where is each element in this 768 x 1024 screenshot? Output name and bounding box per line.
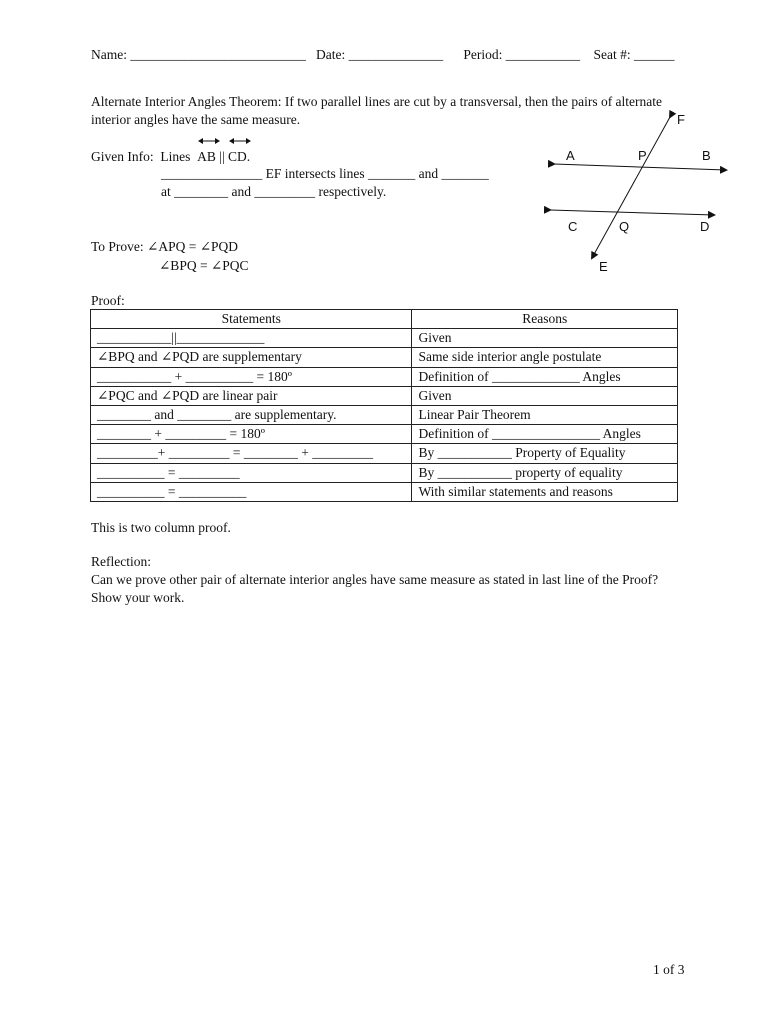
statement-cell[interactable]: _________+ _________ = ________ + _________ <box>91 444 412 463</box>
statement-cell[interactable]: __________ = _________ <box>91 463 412 482</box>
reason-cell[interactable]: Same side interior angle postulate <box>412 348 678 367</box>
page-number: 1 of 3 <box>653 962 685 977</box>
label-q: Q <box>619 219 630 234</box>
table-row <box>91 425 678 444</box>
theorem-statement: Alternate Interior Angles Theorem: If two parallel lines are cut by a transversal, then the pairs of alternate interior angles have the same measure. <box>91 94 663 127</box>
table-row <box>91 444 678 463</box>
statement-cell[interactable]: __________ = __________ <box>91 482 412 501</box>
line-cd-drawing <box>550 210 714 215</box>
label-e: E <box>599 259 608 274</box>
double-arrow-icon <box>228 136 252 146</box>
line-cd: CD <box>228 148 247 166</box>
label-p: P <box>638 148 647 163</box>
to-prove-line-2: ∠BPQ = ∠PQC <box>159 258 249 273</box>
reason-cell[interactable]: By ___________ Property of Equality <box>412 444 678 463</box>
reason-cell[interactable]: Given <box>412 329 678 348</box>
note-text: This is two column proof. <box>91 520 231 535</box>
label-c: C <box>568 219 578 234</box>
header-statements: Statements <box>91 310 412 329</box>
statement-cell[interactable]: ∠BPQ and ∠PQD are supplementary <box>91 348 412 367</box>
label-d: D <box>700 219 710 234</box>
given-line-3: at ________ and _________ respectively. <box>161 184 387 199</box>
table-row <box>91 405 678 424</box>
table-row <box>91 463 678 482</box>
table-row <box>91 367 678 386</box>
reason-cell[interactable]: With similar statements and reasons <box>412 482 678 501</box>
line-ab-drawing <box>554 164 726 170</box>
reflection-question: Can we prove other pair of alternate interior angles have same measure as stated in last line of the Proof? Show your work. <box>91 572 659 605</box>
line-ab: AB <box>197 148 216 166</box>
statement-cell[interactable]: ∠PQC and ∠PQD are linear pair <box>91 386 412 405</box>
table-row <box>91 329 678 348</box>
statement-cell[interactable]: ___________||_____________ <box>91 329 412 348</box>
label-a: A <box>566 148 575 163</box>
statement-cell[interactable]: ___________ + __________ = 180º <box>91 367 412 386</box>
given-info <box>91 148 250 166</box>
parallel-lines-diagram <box>540 108 736 278</box>
given-sep: || <box>215 149 229 164</box>
reason-cell[interactable]: Definition of ________________ Angles <box>412 425 678 444</box>
transversal-ef-drawing <box>592 117 670 258</box>
reflection-label: Reflection: <box>91 554 151 569</box>
reason-cell[interactable]: Linear Pair Theorem <box>412 405 678 424</box>
table-header-row <box>91 310 678 329</box>
table-row <box>91 482 678 501</box>
reason-cell[interactable]: Given <box>412 386 678 405</box>
proof-label: Proof: <box>91 293 125 308</box>
header-reasons: Reasons <box>412 310 678 329</box>
reason-cell[interactable]: Definition of _____________ Angles <box>412 367 678 386</box>
given-prefix: Given Info: Lines <box>91 149 198 164</box>
reason-cell[interactable]: By ___________ property of equality <box>412 463 678 482</box>
label-f: F <box>677 112 685 127</box>
statement-cell[interactable]: ________ + _________ = 180º <box>91 425 412 444</box>
table-row <box>91 386 678 405</box>
given-line-2: _______________ EF intersects lines _______ and _______ <box>161 166 489 181</box>
statement-cell[interactable]: ________ and ________ are supplementary. <box>91 405 412 424</box>
given-suffix: . <box>246 149 251 164</box>
to-prove-line-1: To Prove: ∠APQ = ∠PQD <box>91 239 239 254</box>
label-b: B <box>702 148 711 163</box>
double-arrow-icon <box>197 136 221 146</box>
header-fields: Name: __________________________ Date: ______________ Period: ___________ Seat #: ______ <box>91 47 675 62</box>
table-row <box>91 348 678 367</box>
proof-table <box>90 309 678 502</box>
